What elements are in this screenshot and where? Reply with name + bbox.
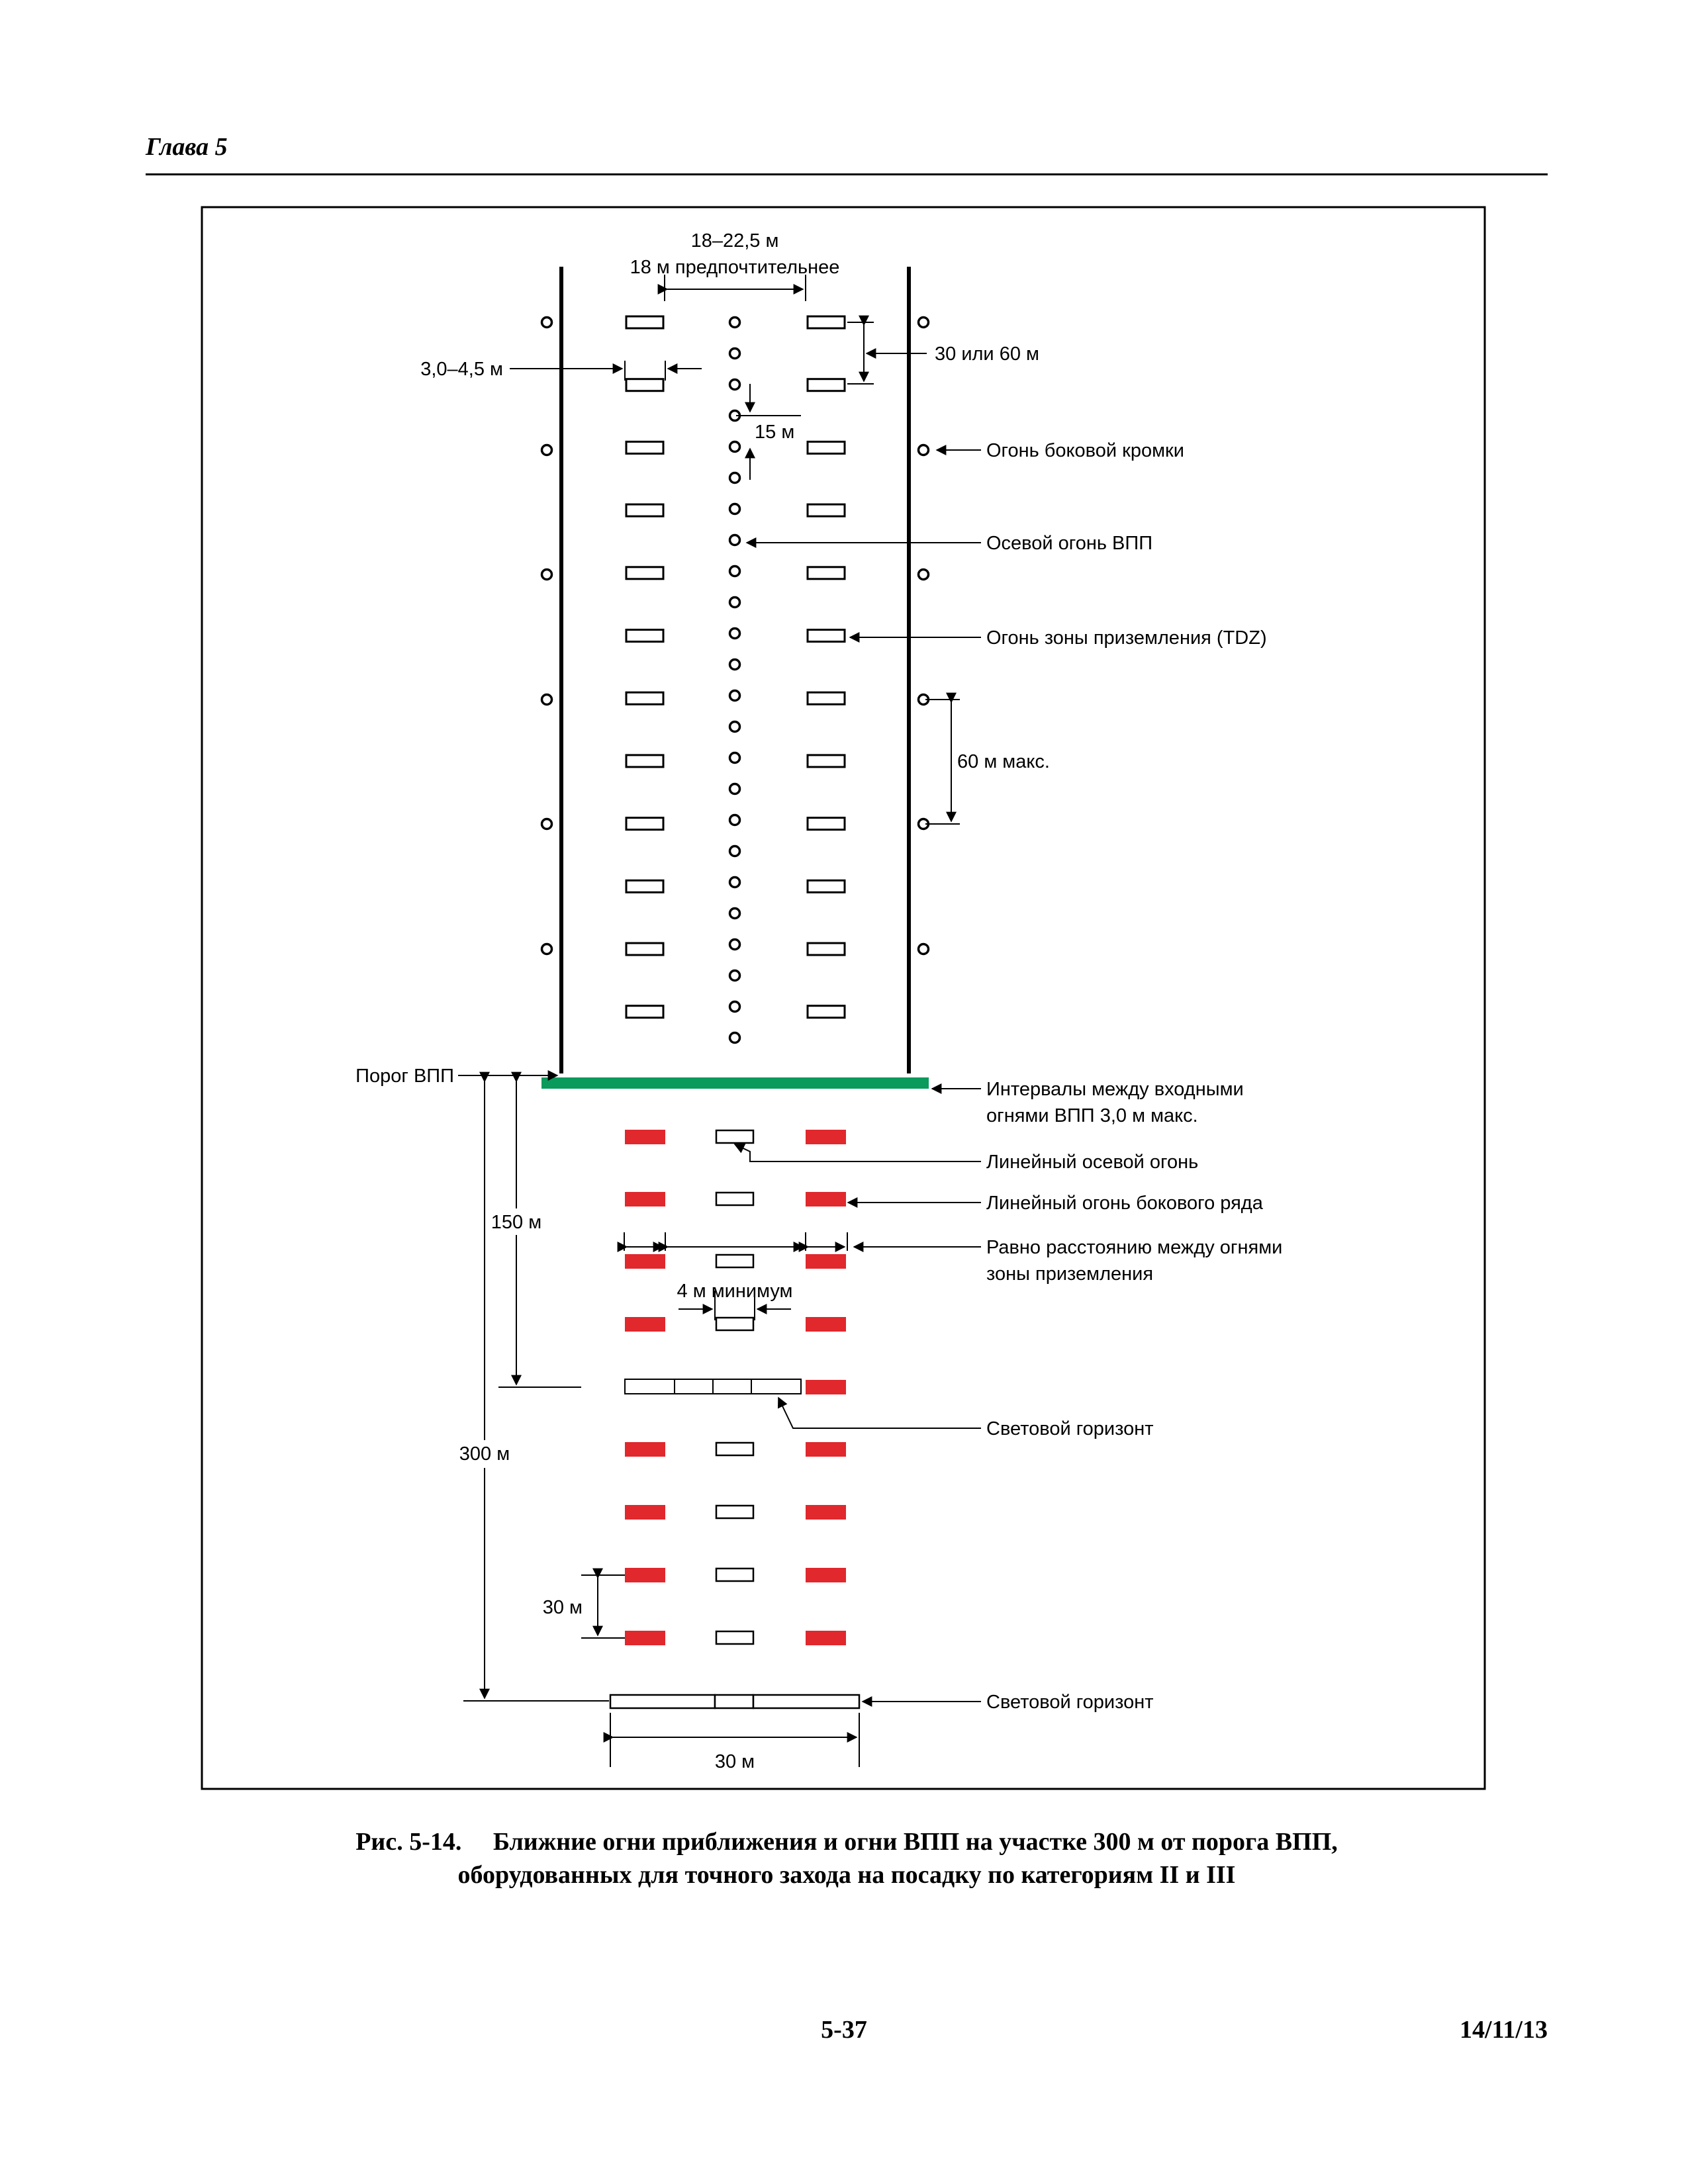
tdz-barrette: [808, 692, 845, 704]
caption-line-2: оборудованных для точного захода на посадку по категориям II и III: [457, 1861, 1236, 1889]
center-barrette: [716, 1443, 753, 1455]
centerline-light: [730, 535, 740, 545]
tdz-barrette: [626, 379, 663, 391]
side-barrette: [806, 1317, 846, 1332]
center-barrette: [716, 1569, 753, 1581]
label-center-spacing: 15 м: [755, 422, 795, 443]
label-centerline-light: Осевой огонь ВПП: [986, 533, 1153, 554]
centerline-light: [730, 318, 740, 328]
label-equal-spacing-1: Равно расстоянию между огнями: [986, 1237, 1283, 1258]
tdz-barrette: [626, 504, 663, 516]
centerline-light: [730, 691, 740, 701]
dim-30m-spacing: [543, 1575, 625, 1638]
centerline-light: [730, 473, 740, 483]
side-barrette: [806, 1505, 846, 1520]
label-spacing-30: 30 м: [542, 1597, 583, 1618]
threshold-bar: [541, 1077, 929, 1089]
centerline-light: [730, 629, 740, 639]
caption-line-1: Рис. 5-14. Ближние огни приближения и огни ВПП на участке 300 м от порога ВПП,: [355, 1828, 1338, 1856]
edge-light: [542, 695, 552, 705]
side-barrette: [806, 1442, 846, 1457]
centerline-light: [730, 504, 740, 514]
edge-light: [542, 445, 552, 455]
side-barrette: [625, 1568, 665, 1582]
tdz-barrette: [626, 818, 663, 830]
label-barrette-side: Линейный огонь бокового ряда: [986, 1193, 1263, 1214]
side-barrette: [806, 1130, 846, 1144]
centerline-light: [730, 660, 740, 670]
centerline-light: [730, 909, 740, 919]
side-barrette: [625, 1130, 665, 1144]
label-min-4m: 4 м минимум: [677, 1281, 793, 1302]
tdz-barrette: [626, 692, 663, 704]
side-barrette: [625, 1317, 665, 1332]
centerline-lights: [730, 318, 740, 1043]
tdz-barrette: [808, 818, 845, 830]
side-barrette: [806, 1192, 846, 1206]
side-barrette: [625, 1505, 665, 1520]
side-barrette: [806, 1380, 846, 1394]
dim-150m: [487, 1081, 581, 1387]
dim-runway-tdz-width: [630, 230, 840, 301]
label-threshold-gaps-2: огнями ВПП 3,0 м макс.: [986, 1105, 1198, 1126]
chapter-header: Глава 5: [146, 133, 228, 161]
dim-tdz-spacing: [847, 322, 1039, 384]
center-barrette: [716, 1506, 753, 1518]
center-barrette: [716, 1130, 753, 1143]
tdz-barrette: [808, 567, 845, 579]
label-crossbar-width: 30 м: [714, 1751, 755, 1772]
label-equal-spacing-2: зоны приземления: [986, 1263, 1154, 1285]
centerline-light: [730, 784, 740, 794]
edge-light: [542, 318, 552, 328]
dim-edge-spacing: [925, 700, 1050, 824]
centerline-light: [730, 815, 740, 825]
center-barrette: [716, 1193, 753, 1205]
side-barrette: [625, 1631, 665, 1645]
side-barrette: [625, 1442, 665, 1457]
center-barrette: [716, 1255, 753, 1267]
center-barrette: [716, 1318, 753, 1330]
tdz-barrette: [626, 567, 663, 579]
edge-light: [542, 570, 552, 580]
centerline-light: [730, 1033, 740, 1043]
tdz-barrette: [626, 316, 663, 328]
tdz-barrette: [626, 441, 663, 453]
side-barrette: [806, 1568, 846, 1582]
tdz-barrette: [626, 755, 663, 767]
label-300m: 300 м: [459, 1443, 510, 1465]
tdz-barrette: [808, 1006, 845, 1018]
side-barrette: [625, 1192, 665, 1206]
centerline-light: [730, 442, 740, 452]
tdz-barrette: [808, 379, 845, 391]
label-crossbar-1: Световой горизонт: [986, 1418, 1154, 1439]
label-width-1: 18–22,5 м: [690, 230, 779, 251]
edge-light: [542, 944, 552, 954]
label-tdz-gap: 3,0–4,5 м: [420, 359, 503, 380]
side-barrette: [806, 1254, 846, 1269]
tdz-barrette: [626, 1006, 663, 1018]
tdz-barrette: [808, 880, 845, 892]
label-crossbar-2: Световой горизонт: [986, 1692, 1154, 1713]
label-tdz-light: Огонь зоны приземления (TDZ): [986, 627, 1267, 649]
label-threshold: Порог ВПП: [355, 1066, 454, 1087]
centerline-light: [730, 567, 740, 576]
centerline-light: [730, 846, 740, 856]
tdz-barrette: [808, 943, 845, 955]
centerline-light: [730, 878, 740, 887]
dim-min-4m: [677, 1281, 793, 1320]
label-threshold-gaps-1: Интервалы между входными: [986, 1079, 1244, 1100]
centerline-light: [730, 722, 740, 732]
edge-light: [542, 819, 552, 829]
label-width-2: 18 м предпочтительнее: [630, 257, 840, 278]
centerline-light: [730, 753, 740, 763]
tdz-barrette: [626, 943, 663, 955]
label-tdz-spacing: 30 или 60 м: [935, 343, 1039, 365]
centerline-light: [730, 940, 740, 950]
tdz-barrette: [808, 441, 845, 453]
tdz-barrette: [808, 316, 845, 328]
crossbar-150m: [625, 1379, 801, 1394]
centerline-light: [730, 349, 740, 359]
dim-crossbar-width: [610, 1713, 859, 1772]
edge-light: [919, 570, 929, 580]
edge-light: [919, 318, 929, 328]
tdz-barrette: [808, 755, 845, 767]
tdz-barrette: [808, 504, 845, 516]
tdz-barrette: [626, 630, 663, 642]
crossbar-300m: [610, 1695, 859, 1708]
centerline-light: [730, 971, 740, 981]
center-barrette: [716, 1631, 753, 1644]
figure-caption: [146, 1825, 1548, 1891]
page-number: 5-37: [821, 2016, 867, 2044]
label-edge-spacing: 60 м макс.: [957, 751, 1050, 772]
label-barrette-center: Линейный осевой огонь: [986, 1152, 1199, 1173]
dim-300m: [444, 1081, 609, 1701]
page-date: 14/11/13: [1459, 2016, 1548, 2044]
tdz-barrette: [808, 630, 845, 642]
centerline-light: [730, 598, 740, 608]
label-edge-light: Огонь боковой кромки: [986, 440, 1184, 461]
centerline-light: [730, 1002, 740, 1012]
label-150m: 150 м: [491, 1212, 542, 1233]
side-barrette: [806, 1631, 846, 1645]
edge-light: [919, 944, 929, 954]
edge-light: [919, 445, 929, 455]
side-barrette: [625, 1254, 665, 1269]
dim-centerline-spacing: [736, 384, 801, 480]
centerline-light: [730, 380, 740, 390]
tdz-barrette: [626, 880, 663, 892]
